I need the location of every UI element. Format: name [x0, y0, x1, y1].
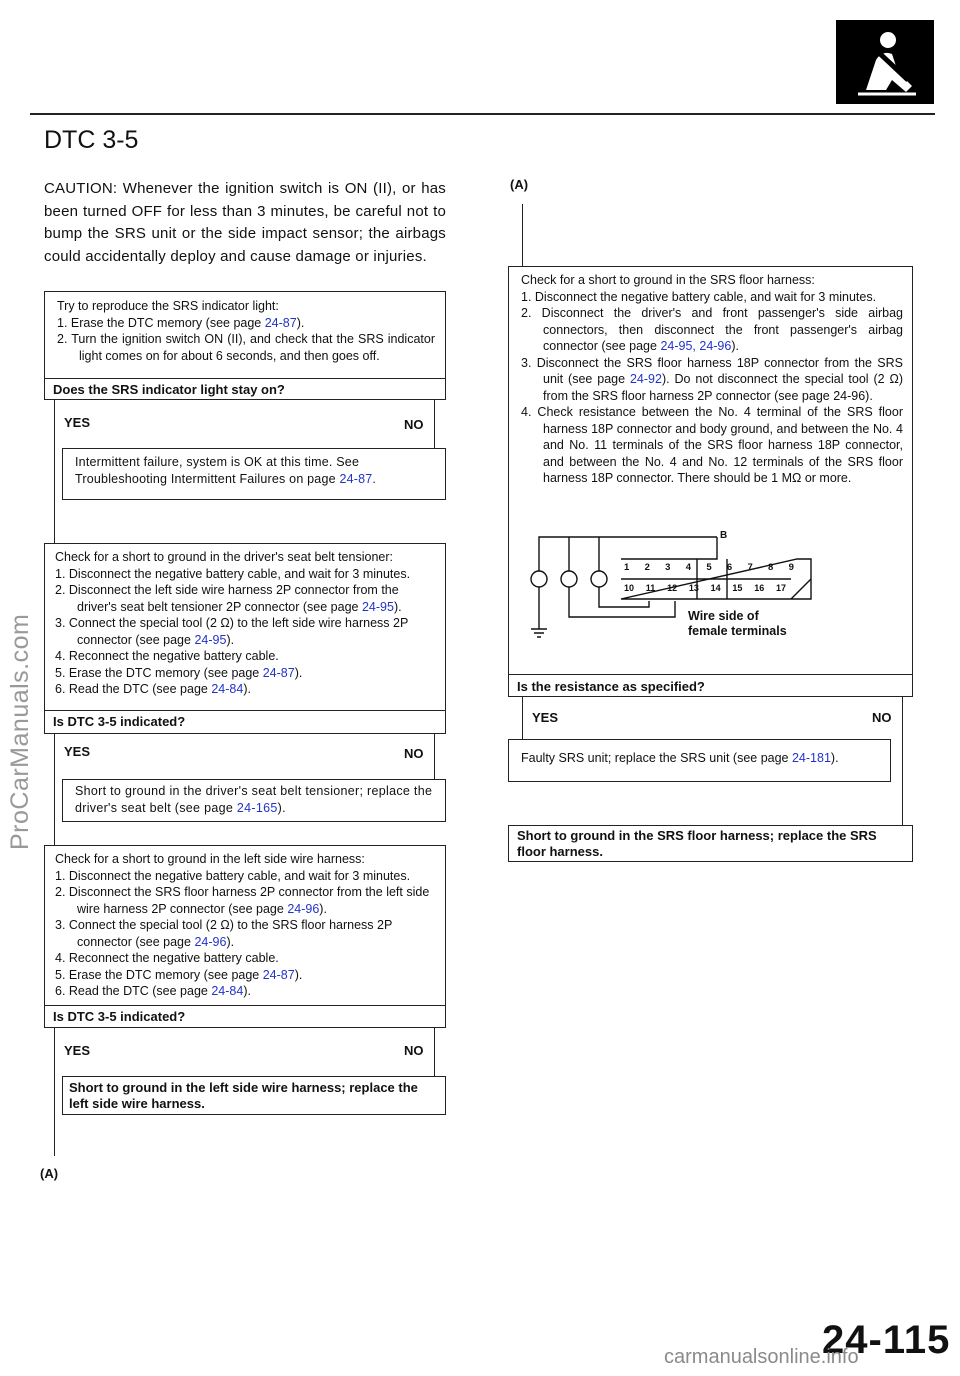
list-item: 3. Connect the special tool (2 Ω) to the left side wire harness 2P connector (see page 24-95). [55, 616, 409, 647]
pin-label: 15 [732, 583, 743, 593]
pin-label: 2 [644, 562, 650, 573]
page-link[interactable]: 24-87 [264, 315, 297, 330]
pin-label: 3 [665, 562, 671, 573]
page-link[interactable]: 24-95, 24-96 [660, 339, 732, 353]
step3-intro: Check for a short to ground in the left side wire harness: [55, 852, 365, 866]
page-link[interactable]: 24-181 [791, 751, 831, 765]
pin-label: 12 [667, 583, 678, 593]
list-item: 1. Disconnect the negative battery cable, and wait for 3 minutes. [55, 868, 411, 883]
pin-label: 14 [710, 583, 721, 593]
list-item: 2. Disconnect the left side wire harness 2P connector from the driver's seat belt tensioner 2P connector (see page 24-95). [55, 583, 402, 614]
a-marker-bottom: (A) [40, 1166, 59, 1181]
b-label: B [720, 530, 728, 541]
page-link[interactable]: 24-87 [262, 967, 295, 982]
floor-result: Short to ground in the SRS floor harness; replace the SRS floor harness. [517, 828, 877, 859]
connector-diagram [521, 529, 821, 647]
pin-label: 5 [706, 562, 712, 573]
pin-label: 17 [775, 583, 786, 593]
step2-box [44, 543, 446, 734]
step1-box [44, 291, 446, 400]
yes-label: YES [64, 1043, 91, 1058]
no-label: NO [872, 710, 892, 725]
step4-intro: Check for a short to ground in the SRS floor harness: [521, 273, 815, 287]
tensioner-result-box: Short to ground in the driver's seat belt tensioner; replace the driver's seat belt (see page 24-165). [62, 779, 446, 822]
top-rule [30, 113, 935, 115]
pin-label: 6 [726, 562, 733, 573]
caution-text: CAUTION: Whenever the ignition switch is ON (II), or has been turned OFF for less than 3 minutes, be careful not to bump the SRS unit or the side impact sensor; the airbags could accidentally deploy and cause damage or injuries. [44, 180, 446, 265]
list-item: 2. Turn the ignition switch ON (II), and check that the SRS indicator light comes on for about 6 seconds, and then goes off. [57, 332, 435, 363]
seatbelt-icon [836, 20, 934, 104]
no-label: NO [404, 746, 424, 761]
a-marker-top: (A) [510, 177, 529, 192]
list-item: 5. Erase the DTC memory (see page 24-87). [55, 967, 303, 982]
page-link[interactable]: 24-92 [629, 372, 662, 386]
pin-label: 1 [624, 562, 630, 573]
step4-box [508, 266, 913, 697]
left-harness-result-box [62, 1076, 446, 1115]
yes-label: YES [64, 744, 91, 759]
step3-question: Is DTC 3-5 indicated? [53, 1009, 186, 1024]
list-item: 6. Read the DTC (see page 24-84). [55, 682, 251, 696]
footer-site: carmanualsonline.info [664, 1346, 859, 1368]
list-item: 3. Connect the special tool (2 Ω) to the SRS floor harness 2P connector (see page 24-96). [55, 918, 393, 949]
list-item: 2. Disconnect the driver's and front passenger's side airbag connectors, then disconnect the front passenger's airbag connector (see page 24-95, 24-96). [521, 306, 903, 353]
page-link[interactable]: 24-95 [194, 632, 227, 647]
list-item: 1. Disconnect the negative battery cable, and wait for 3 minutes. [55, 566, 411, 581]
faulty-unit-box: Faulty SRS unit; replace the SRS unit (see page 24-181). [508, 739, 891, 782]
pin-label: 10 [624, 583, 635, 593]
pin-label: 8 [768, 562, 774, 573]
step4-question: Is the resistance as specified? [517, 679, 705, 694]
page-link[interactable]: 24-165 [236, 800, 278, 815]
pin-label: 11 [645, 583, 656, 593]
step3-box [44, 845, 446, 1028]
list-item: 1. Erase the DTC memory (see page 24-87). [57, 315, 305, 330]
list-item: 4. Reconnect the negative battery cable. [55, 649, 279, 663]
page-link[interactable]: 24-87 [339, 471, 373, 486]
list-item: 4. Check resistance between the No. 4 terminal of the SRS floor harness 18P connector and body ground, and between the No. 4 and No. 11 terminals of the SRS floor harness 18P connector, and between the No. 4 and No. 12 terminals of the SRS floor harness 18P connector. There should be 1 MΩ or more. [521, 405, 903, 485]
list-item: 1. Disconnect the negative battery cable, and wait for 3 minutes. [521, 289, 877, 304]
page-link[interactable]: 24-96 [194, 934, 227, 949]
step1-question: Does the SRS indicator light stay on? [53, 382, 285, 397]
floor-result-box [508, 825, 913, 862]
pin-label: 13 [688, 583, 699, 593]
list-item: 5. Erase the DTC memory (see page 24-87). [55, 665, 303, 680]
left-harness-result: Short to ground in the left side wire harness; replace the left side wire harness. [69, 1080, 418, 1111]
page-link[interactable]: 24-84 [211, 682, 244, 696]
page-title: DTC 3-5 [44, 126, 139, 154]
yes-label: YES [64, 415, 91, 430]
no-label: NO [404, 417, 424, 432]
page-link[interactable]: 24-96 [287, 901, 320, 916]
step2-question: Is DTC 3-5 indicated? [53, 714, 186, 729]
watermark: ProCarManuals.com [6, 613, 34, 850]
step2-intro: Check for a short to ground in the driver's seat belt tensioner: [55, 550, 393, 564]
step1-intro: Try to reproduce the SRS indicator light: [57, 299, 279, 313]
pin-label: 9 [788, 562, 794, 573]
yes-label: YES [532, 710, 559, 725]
pin-label: 7 [747, 562, 753, 573]
page-link[interactable]: 24-84 [211, 984, 244, 998]
no-label: NO [404, 1043, 424, 1058]
connector-caption: Wire side of [688, 609, 759, 623]
pin-label: 16 [754, 583, 765, 593]
intermittent-box: Intermittent failure, system is OK at this time. See Troubleshooting Intermittent Failures on page 24-87. [62, 448, 446, 500]
page-link[interactable]: 24-95 [361, 599, 394, 614]
page-link[interactable]: 24-87 [262, 665, 295, 680]
pin-label: 4 [685, 562, 692, 573]
list-item: 2. Disconnect the SRS floor harness 2P connector from the left side wire harness 2P connector (see page 24-96). [55, 885, 430, 916]
list-item: 3. Disconnect the SRS floor harness 18P connector from the SRS unit (see page 24-92). Do not disconnect the special tool (2 Ω) from the SRS floor harness 2P connector (see page 24-96). [521, 355, 903, 403]
list-item: 6. Read the DTC (see page 24-84). [55, 984, 251, 998]
connector-caption: female terminals [688, 624, 787, 638]
list-item: 4. Reconnect the negative battery cable. [55, 951, 279, 965]
page-number: 24-115 [822, 1318, 951, 1362]
